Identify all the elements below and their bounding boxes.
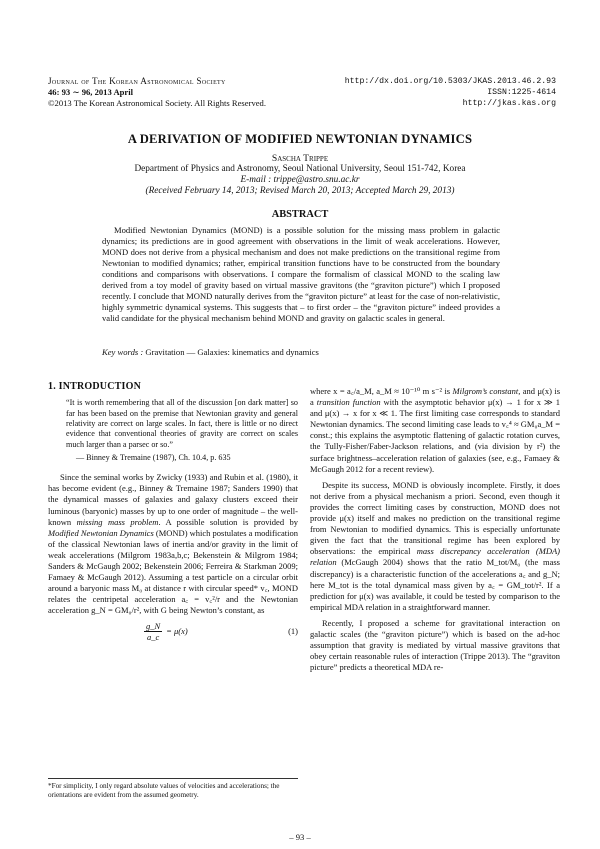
equation-fraction xyxy=(144,621,162,642)
abstract-heading: ABSTRACT xyxy=(271,209,329,220)
journal-name: Journal of The Korean Astronomical Society xyxy=(48,76,226,86)
paper-title: A DERIVATION OF MODIFIED NEWTONIAN DYNAMICS xyxy=(127,132,473,146)
keywords-text: Gravitation — Galaxies: kinematics and dynamics xyxy=(145,347,319,357)
emphasis-missing-mass: missing mass problem xyxy=(76,516,159,527)
page-number: – 93 – xyxy=(289,832,311,842)
volume-pages: 46: 93 ∼ 96, 2013 April xyxy=(48,87,134,97)
equation-rhs: = μ(x) xyxy=(166,626,188,637)
equation-numerator: g_N xyxy=(146,621,161,632)
affiliation-block xyxy=(0,164,600,197)
section-heading: 1. INTRODUCTION xyxy=(48,381,142,392)
emphasis-mda-relation: mass discrepancy acceleration (MDA) relation xyxy=(310,546,560,568)
epigraph-quote: “It is worth remembering that all of the discussion [on dark matter] so far has been based on the premise that Newtonian gravity and general relativity are correct on large scales. In fact, there is little or no direct evidence that conventional theories of gravity are correct on scales much larger than a parsec or so.” xyxy=(66,398,298,449)
right-paragraph-2: Despite its success, MOND is obviously incomplete. Firstly, it does not derive from a physical mechanism a priori. Second, even though it provides the correct limiting cases by construction, MOND does not provide μ(x) itself and makes no prediction on the transitional regime from Newtonian to modified dynamics. This is especially unfortunate given the fact that the transitional regime has been explored by observations: the empirical mass discrepancy acceleration (MDA) relation (McGaugh 2004) shows that the ratio M_tot/M₀ (the mass discrepancy) is a characteristic function of the accelerations a꜀ and g_N; here M_tot is the total dynamical mass given by a꜀ = GM_tot/r². If a prediction for μ(x) was available, it could be tested by comparison to the empirical MDA relation in a straightforward manner. xyxy=(310,479,560,612)
doi-link[interactable]: http://dx.doi.org/10.5303/JKAS.2013.46.2.93 xyxy=(344,77,556,86)
submission-dates: (Received February 14, 2013; Revised March 20, 2013; Accepted March 29, 2013) xyxy=(145,186,455,196)
journal-header xyxy=(48,76,266,109)
equation-1 xyxy=(48,621,298,642)
keywords-label: Key words : xyxy=(102,347,144,357)
affiliation: Department of Physics and Astronomy, Seoul National University, Seoul 151-742, Korea xyxy=(134,164,466,174)
right-paragraph-3: Recently, I proposed a scheme for gravitational interaction on galactic scales (the “graviton picture”) which is based on the ad-hoc assumption that gravity is mediated by virtual massive gravitons that obey certain reasonable rules of interaction (Trippe 2013). The “graviton picture” predicts a theoretical MDA re- xyxy=(310,617,560,673)
equation-denominator: a_c xyxy=(146,632,160,643)
emphasis-milgrom-constant: Milgrom’s constant xyxy=(452,386,519,396)
keywords xyxy=(102,347,500,357)
journal-links xyxy=(345,76,556,109)
copyright-line: ©2013 The Korean Astronomical Society. All Rights Reserved. xyxy=(48,98,266,108)
footnote: *For simplicity, I only regard absolute values of velocities and accelerations; the orientations are evident from the assumed geometry. xyxy=(48,778,298,800)
right-paragraph-1: where x = a꜀/a_M, a_M ≈ 10⁻¹⁰ m s⁻² is Milgrom’s constant, and μ(x) is a transition function with the asymptotic behavior μ(x) → 1 for x ≫ 1 and μ(x) → x for x ≪ 1. The first limiting case corresponds to standard Newtonian dynamics. The second limiting case leads to v꜀⁴ ≈ GM₀a_M = const.; this explains the asymptotic flattening of galactic rotation curves, the Tully-Fisher/Faber-Jackson relations, and (via division by r²) the surface brightness–acceleration relation of galaxies (see, e.g., Famaey & McGaugh 2012 for a recent review). xyxy=(310,386,561,474)
equation-label: (1) xyxy=(288,626,298,637)
intro-paragraph: Since the seminal works by Zwicky (1933) and Rubin et al. (1980), it has become evident (e.g., Binney & Tremaine 1987; Sanders 1990) that the dynamical masses of galaxies and galaxy clusters exceed their luminous (baryonic) masses by up to one order of magnitude – the well-known missing mass problem. A possible solution is provided by Modified Newtonian Dynamics (MOND) which postulates a modification of the classical Newtonian laws of inertia and/or gravity in the limit of weak accelerations (Milgrom 1983a,b,c; Bekenstein & Milgrom 1984; Sanders & McGaugh 2002; Bekenstein 2006; Ferreira & Starkman 2009; Famaey & McGaugh 2012). Assuming a test particle on a circular orbit around a baryonic mass M₀ at distance r with circular speed* v꜀, MOND relates the centripetal acceleration a꜀ = v꜀²/r and the Newtonian acceleration g_N = GM₀/r², with G being Newton’s constant, as xyxy=(48,472,299,616)
journal-site-link[interactable]: http://jkas.kas.org xyxy=(462,99,556,108)
epigraph-source: — Binney & Tremaine (1987), Ch. 10.4, p. 635 xyxy=(76,453,231,463)
emphasis-transition-function: transition function xyxy=(316,397,381,408)
left-column xyxy=(48,381,298,646)
abstract-text: Modified Newtonian Dynamics (MOND) is a possible solution for the missing mass problem in galactic dynamics; its predictions are in good agreement with observations in the limit of weak accelerations. However, MOND does not derive from a physical mechanism and does not make predictions on the transitional regime from Newtonian to modified dynamics; rather, empirical transition functions have to be constructed from the boundary conditions and comparisons with observations. I compare the formalism of classical MOND to the scaling law derived from a toy model of gravity based on virtual massive gravitons (the “graviton picture”) which I proposed recently. I conclude that MOND naturally derives from the “graviton picture” at least for the case of non-relativistic, highly symmetric dynamical systems. This suggests that – to first order – the “graviton picture” indeed provides a valid candidate for the physical mechanism behind MOND and gravity on galactic scales in general. xyxy=(102,225,500,324)
emphasis-mond: Modified Newtonian Dynamics xyxy=(48,527,154,538)
author-name: Sascha Trippe xyxy=(271,153,329,164)
right-column xyxy=(310,386,560,673)
issn: ISSN:1225-4614 xyxy=(487,88,556,97)
author-email[interactable]: E-mail : trippe@astro.snu.ac.kr xyxy=(240,175,360,185)
